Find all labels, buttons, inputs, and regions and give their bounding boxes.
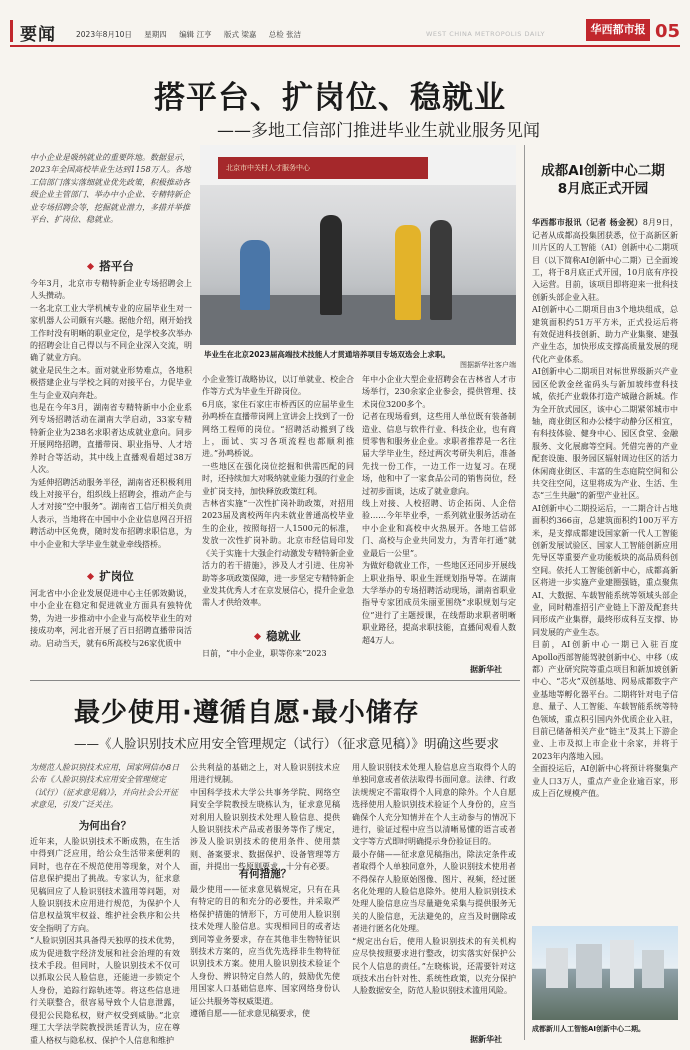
body-text: 8月9日，记者从成都高投集团获悉，位于高新区新川片区的人工智能（AI）创新中心二期项目（以下简称AI创新中心二期）已全面竣工，将于8月底正式开园，10月底有序投入运营。目前，该项目即将迎来一批科技创新头部企业入驻。 AI创新中心二期项目由3个地块组成，总建筑面积约51万平方米，正式投运后将有效促进科技创新、助力产业集聚、建强产业生态，加快形成支撑高质量发展的现代化产业体系。 AI创新中心二期项目对标世界级新兴产业园区伦敦金丝雀码头与新加坡纬壹科技城，依托产业载体打造产城融合新城。作为全开放式园区，该中心二期紧邻城市中轴，商业街区和办公楼宇动静分区相宜，有科技体验、健身中心、园区食堂、金融服务、文化展廊等空间。凭借完善的产业配套设施、服务园区辐射周边住区的活力休闲商业街区、丰富的生态庭院空间和公共交往空间，这里将成为产业、生活、生态“三生共融”的新型产业社区。 AI创新中心二期投运后，一二期合计占地面积约366亩，总建筑面积约100万平方米，是支撑成都建设国家新一代人工智能创新发展试验区、国家人工智能创新应用先导区等重要产业功能板块的高品质科创空间。依托人工智能创新中心，成都高新区将进一步实施产业建圈强链，重点聚焦AI、大数据、车载智能系统等领域头部企业，同时精准招引产业链上下游及配套共同形成产业集群，最终形成科互支撑、协同发展的产业生态。 目前，AI创新中心一期已入驻百度Apollo西部智能驾驶创新中心、中移（成都）产业研究院等重点项目和新加坡创新中心、“芯火”双创基地、网易成都数字产业基地等孵化器平台。二期将针对电子信息、量子、人工智能、车载智能系统等特色领域，重点积引国内外优质企业入驻，目前已储备相关产业“链主”及其上下游企业、上市及拟上市企业十余家，并将于2023年内落地入园。 全面投运后，AI创新中心将预计将聚集产业人口3万人，重点产业企业逾百家，形成上百亿规模产值。 — [532, 218, 678, 799]
english-masthead: WEST CHINA METROPOLIS DAILY — [426, 30, 545, 38]
body-text: 用人脸识别技术处理人脸信息应当取得个人的单独同意或者依法取得书面同意。法律、行政法规规定不需取得个人同意的除外。个人自愿选择使用人脸识别技术验证个人身份的，应当确保个人充分知情并在个人主动参与的情况下进行，验证过程中应当以清晰易懂的语言或者文字等方式即时明确提示身份验证目的。 最小存储——征求意见稿指出，除法定条件或者取得个人单独同意外，人脸识别技术使用者不得保存人脸原始图像、图片、视频，经过匿名化处理的人脸信息除外。使用人脸识别技术处理人脸信息应当尽量避免采集与提供服务无关的人脸信息，无法避免的，应当及时删除或者进行匿名化处理。 “规定出台后，使用人脸识别技术的有关机构应尽快按照要求进行整改，切实落实好保护公民个人信息的责任。”左晓栋说，还需要针对这项技术出台针对性、系统性政策，以充分保护人脸数据安全，防范人脸识别技术滥用风险。 — [352, 763, 516, 996]
article-divider — [30, 680, 520, 681]
section-marker — [10, 20, 13, 42]
page-number: 05 — [655, 21, 681, 42]
editor: 编辑 江亨 — [179, 30, 212, 39]
byline: 据新华社 — [470, 1034, 502, 1044]
news-photo — [532, 926, 678, 1020]
subhead-3: ——《人脸识别技术应用安全管理规定（试行）（征求意见稿）》明确这些要求 — [74, 736, 500, 751]
body-text: 今年3月，北京市专精特新企业专场招聘会上人头攒动。 一名北京工业大学机械专业的应届毕业生对一家机器人公司颇有兴趣。据他介绍，刚开始找工作时没有明晰的职业定位，是学校多次举办的招聘会让自己得以与不同企业深入交流，明确了就业方向。 就业是民生之本。面对就业形势难点，各地积极搭建企业与学校之间的对接平台，力促毕业生与企业双向奔赴。 也是在今年3月，湖南省专精特新中小企业系列专场招聘活动在湖南大学启动，33家专精特新企业为238名求职者达成就业意向。同步开展网络招聘，直播带岗、职业指导、人才培养时合等活动，其中线上直播观看超过38万人次。 为延伸招聘活动服务半径，湖南省还积极利用线上对接平台，组织线上招聘会，推动产企与人才对接“空中服务”。湖南省工信厅相关负责人表示，当地将在中国中小企业信息网召开招聘活动中区免费，随时发布招聘求职信息，为中小企业和大学毕业生就业牵线搭桥。 — [30, 279, 192, 549]
section-title: 为何出台？ — [78, 820, 132, 832]
photo-building — [642, 950, 664, 988]
headline-2: 成都AI创新中心二期8月底正式开园 — [541, 163, 665, 197]
photo-banner: 北京市中关村人才服务中心 — [218, 157, 428, 179]
body-text: 最少使用——征求意见稿规定，只有在具有特定的目的和充分的必要性，并采取严格保护措施的情形下，方可使用人脸识别技术处理人脸信息。实现相同目的或者达到同等业务要求，存在其他非生物特征识别技术方案的，应当优先选择非生物特征识别技术方案。使用人脸识别技术验证个人身份、辨识特定自然人的，鼓励优先使用国家人口基础信息库、国家网络身份认证公共服务等权威渠道。 遵循自愿——征求意见稿要求，使 — [190, 885, 340, 1019]
photo-caption: 成都新川人工智能AI创新中心二期。 — [532, 1025, 646, 1033]
newspaper-logo: 华西都市报 — [586, 19, 650, 41]
body-text: 小企业签订战略协议，以订单就业、校企合作等方式为毕业生开辟岗位。 6月底，家住石家庄市桥西区的应届毕业生孙鸣桥在直播带岗网上宣讲会上找到了一份网络工程师的岗位。“招聘活动搬到了线上，面试、实习各项流程也都顺利推进。”孙鸣桥说。 一些地区在强化岗位挖掘和供需匹配的同时，还持续加大对吸纳就业能力强的行业企业扩岗支持，加快释放政策红利。 吉林省实施“一次性扩岗补助政策，对招用2023届及离校两年内未就业普通高校毕业生的企业，按照每招一人1500元的标准，发放一次性扩岗补助。北京市经信局印发《关于实施十大强企行动激发专精特新企业活力的若干措施》，涉及人才引进、住房补助等多项政策保障，进一步坚定专精特新企业发其优秀人才在京发展信心，提升企业急需人才供给效率。 — [202, 375, 354, 608]
byline: 华西都市报讯（记者 杨金祝） — [532, 217, 643, 228]
photo-building — [576, 944, 602, 988]
section-title-text: 搭平台 — [99, 259, 134, 273]
date: 2023年8月10日 — [76, 30, 132, 39]
body-text: 年中小企业大型企业招聘会在吉林省人才市场举行，230余家企业参会，提供管理、技术岗位3200多个。 记者在现场看到，这些用人单位既有装备制造业、信息与软件行业、科技企业，也有商贸零售和服务业企业。求职者推荐是一名往届大学毕业生，经过两次考研失利后，准备先找一份工作，一边工作一边复习。在现场，他和中了一家食品公司的销售岗位，经过初步面谈，达成了就业意向。 线上对接、人校招聘、访企拓岗、人企倍验……今年毕业季，一系列就业服务活动在中小企业和高校中火热展开。各地工信部门、高校与企业共同发力，为青年打通“就业最后一公里”。 为做好稳就业工作，一些地区还同步开展线上职业指导、职业生涯规划指导等。在湖南大学举办的专场招聘活动现场，湖南省职业指导专家团成员朱丽亚围绕“求职规划与定位”进行了主题授课，在线帮助求职者明晰职业路径，提高求职技能，直播间观看人数超4万人。 — [362, 375, 516, 645]
news-photo — [200, 145, 516, 345]
header-rule — [10, 45, 680, 47]
column-divider — [524, 145, 525, 1040]
body-text: 公共利益的基础之上，对人脸识别技术应用进行规制。 中国科学技术大学公共事务学院、网络空间安全学院教授左晓栋认为，征求意见稿对利用人脸识别技术处理人脸信息、提供人脸识别技术产品或者服务等作了规定，涉及人脸识别技术的使用条件、使用禁则、备案要求、数据保护、设备管理等方面，并提出一些原则要求，十分有必要。 — [190, 763, 340, 872]
photo-figure — [395, 225, 421, 320]
section-title-text: 稳就业 — [266, 629, 301, 643]
section-title — [30, 568, 192, 584]
diamond-icon — [87, 572, 94, 579]
body-text: 河北省中小企业发展促进中心主任郭效勤说，中小企业在稳定和促进就业方面具有独特优势，为进一步推动中小企业与高校毕业生的对接成功率，河北省开展了百日招聘直播带岗活动。启动当天，就有6所高校与26家优质中 — [30, 589, 192, 648]
section-title-text: 扩岗位 — [99, 569, 134, 583]
checker: 总检 张洁 — [268, 30, 302, 39]
body-text: 日前，“中小企业，职等你来”2023 — [202, 649, 327, 658]
byline: 据新华社 — [470, 664, 502, 674]
section-title: 有何措施？ — [238, 868, 292, 880]
lead-3: 为规范人脸识别技术应用，国家网信办8日公布《人脸识别技术应用安全管理规定（试行）（征求意见稿）》，并向社会公开征求意见，引发广泛关注。 — [30, 763, 180, 810]
photo-building — [610, 940, 634, 988]
photo-figure — [240, 240, 270, 310]
photo-building — [546, 948, 568, 988]
section-label: 要闻 — [20, 25, 56, 45]
photo-figure — [320, 215, 342, 315]
headline-1: 搭平台、扩岗位、稳就业 — [154, 80, 506, 116]
photo-credit: 图据新华社客户端 — [460, 361, 516, 369]
body-text: 近年来，人脸识别技术不断成熟，在生活中得到广泛应用，给公众生活带来便利的同时，也存在不规范使用等现象，对个人信息保护提出了挑战。专家认为，征求意见稿回应了人脸识别技术滥用等问题，对人脸识别技术应用进行规范，为保护个人信息权益筑牢权益、维护社会秩序和公共安全指明了方向。 “人脸识别因其具备得天独厚的技术优势，成为促进数字经济发展和社会治理的有效技术手段。但同时，人脸识别技术不仅可以抓取公民人脸信息，还能进一步锁定个人身份，追踪行踪轨迹等。将这些信息进行关联整合，很容易导致个人信息泄露，侵犯公民隐私权，财产权受到威胁。”北京理工大学法学院教授洪延青认为，应在尊重人格权与隐私权、保护个人信息和维护 — [30, 837, 180, 1045]
diamond-icon — [87, 262, 94, 269]
headline-3: 最少使用·遵循自愿·最小储存 — [74, 698, 420, 728]
designer: 版式 梁嘉 — [223, 30, 257, 39]
header-info — [76, 29, 311, 40]
photo-figure — [430, 220, 452, 320]
subhead-1: ——多地工信部门推进毕业生就业服务见闻 — [217, 121, 540, 141]
body-text — [532, 204, 678, 904]
section-title — [202, 628, 354, 644]
lead-1: 中小企业是吸纳就业的重要阵地。数据显示，2023年全国高校毕业生达到1158万人。各地工信部门落实落细就业优先政策，积极推动各级企业主管部门、举办中小企业、专精特新企业专场招聘会等，挖掘就业潜力，多措并举推平台、扩岗位、稳就业。 — [30, 153, 191, 225]
weekday: 星期四 — [144, 30, 167, 39]
diamond-icon — [254, 632, 261, 639]
photo-caption: 毕业生在北京2023届高端技术技能人才贯通培养项目专场双选会上求职。 — [204, 350, 450, 359]
section-title — [30, 258, 192, 274]
